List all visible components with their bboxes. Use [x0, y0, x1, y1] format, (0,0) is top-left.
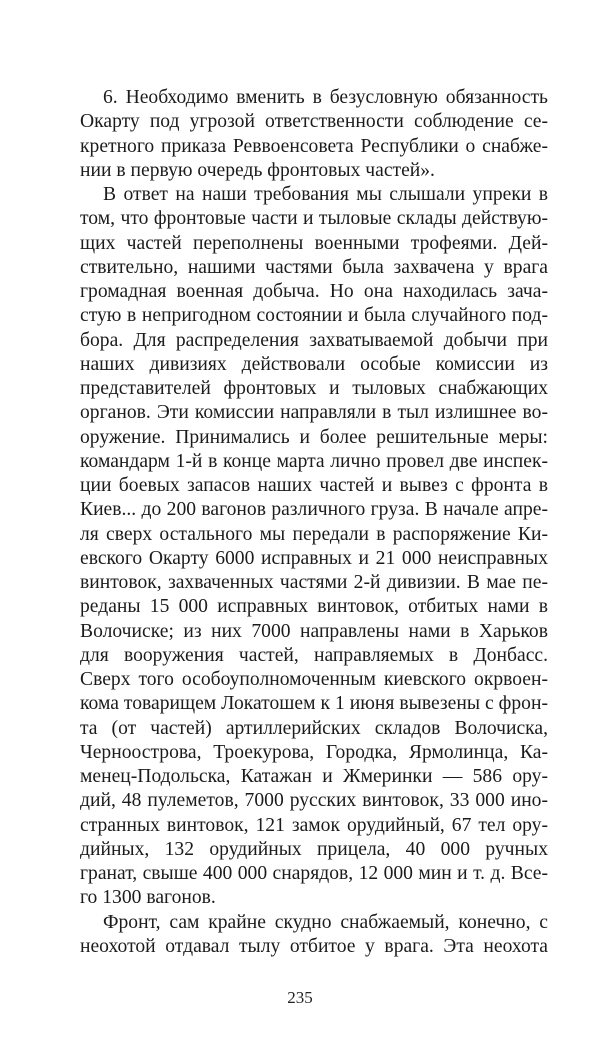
text-line: щих частей переполнены военными трофеями. Дей- — [80, 232, 548, 254]
page-number: 235 — [287, 988, 313, 1007]
text-line: Окарту под угрозой ответственности соблюдение се- — [80, 111, 548, 133]
text-line: наших дивизиях действовали особые комиссии из — [80, 353, 548, 375]
text-line: та (от частей) артиллерийских складов Волочиска, — [80, 717, 548, 739]
text-line: органов. Эти комиссии направляли в тыл излишнее во- — [80, 402, 548, 424]
text-line: Киев... до 200 вагонов различного груза. В начале апре- — [80, 499, 548, 521]
text-line: ции боевых запасов наших частей и вывез с фронта в — [80, 475, 548, 496]
text-line: дийных, 132 орудийных прицела, 40 000 ручных — [80, 838, 548, 860]
text-line: командарм 1-й в конце марта лично провел две инспек- — [80, 450, 548, 472]
text-line: нии в первую очередь фронтовых частей». — [80, 159, 435, 181]
text-line: кретного приказа Реввоенсовета Республики о снабже- — [80, 135, 548, 157]
paragraph — [80, 86, 548, 183]
text-line: странных винтовок, 121 замок орудийный, 67 тел ору- — [80, 814, 548, 836]
text-line: реданы 15 000 исправных винтовок, отбитых нами в — [80, 596, 548, 618]
text-line: том, что фронтовые части и тыловые склады действую- — [80, 208, 548, 230]
text-line: винтовок, захваченных частями 2-й дивизии. В мае пе- — [80, 572, 548, 593]
text-line: дий, 48 пулеметов, 7000 русских винтовок, 33 000 ино- — [80, 790, 548, 812]
text-line: Сверх того особоуполномоченным киевского окрвоен- — [80, 669, 548, 690]
text-line: кома товарищем Локатошем к 1 июня вывезены с фрон- — [80, 693, 548, 715]
text-line: представителей фронтовых и тыловых снабжающих — [80, 378, 548, 399]
paragraph — [80, 911, 548, 960]
text-line: для вооружения частей, направляемых в Донбасс. — [80, 644, 548, 666]
text-line: Фронт, сам крайне скудно снабжаемый, конечно, с — [103, 911, 548, 933]
text-line: В ответ на наши требования мы слышали упреки в — [103, 184, 548, 205]
paragraph — [80, 183, 548, 911]
text-line: Черноострова, Троекурова, Городка, Ярмолинца, Ка- — [80, 741, 548, 763]
text-line: громадная военная добыча. Но она находилась зача- — [80, 281, 548, 302]
text-line: оружение. Принимались и более решительные меры: — [80, 426, 548, 448]
text-line: 6. Необходимо вменить в безусловную обязанность — [103, 87, 548, 108]
text-line: гранат, свыше 400 000 снарядов, 12 000 мин и т. д. Все- — [80, 863, 548, 884]
text-line: стую в непригодном состоянии и была случайного под- — [80, 305, 548, 327]
text-line: менец-Подольска, Катажан и Жмеринки — 586 ору- — [80, 766, 548, 787]
text-line: ля сверх остального мы передали в распоряжение Ки- — [80, 523, 548, 545]
text-line: бора. Для распределения захватываемой добычи при — [80, 329, 548, 351]
text-line: го 1300 вагонов. — [80, 887, 216, 909]
page-body — [80, 86, 548, 959]
text-line: ствительно, нашими частями была захвачена у врага — [80, 256, 548, 278]
text-line: неохотой отдавал тылу отбитое у врага. Эта неохота — [80, 935, 548, 957]
text-line: Волочиске; из них 7000 направлены нами в Харьков — [80, 620, 548, 642]
text-line: евского Окарту 6000 исправных и 21 000 неисправных — [80, 547, 548, 569]
